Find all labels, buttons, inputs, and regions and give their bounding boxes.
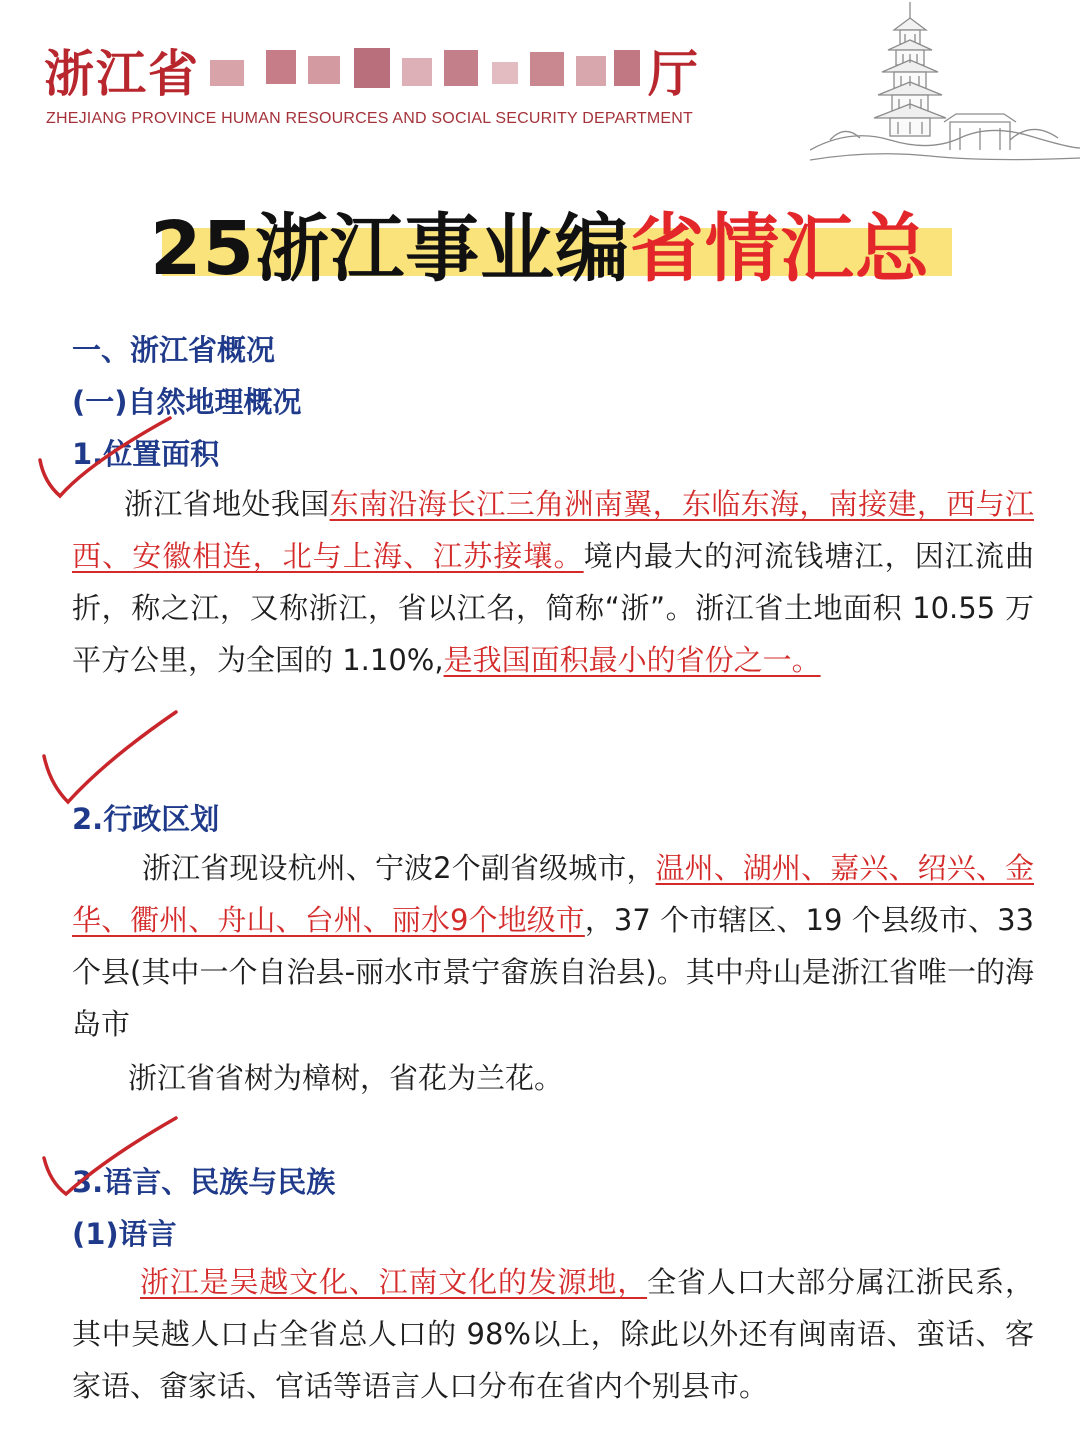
- page-title-part2: 省情汇总: [629, 206, 930, 292]
- paragraph-text: ，37 个市辖区、19 个县级市、33 个县(其中一个自治县-丽水市景宁畲族自治县)。其中舟山是浙江省唯一的海岛市: [72, 903, 1034, 1041]
- paragraph-text: 浙江省地处我国: [124, 487, 330, 521]
- page-header: [0, 0, 1080, 170]
- item-heading-location-area: 1.位置面积: [72, 437, 220, 471]
- department-name-suffix: 厅: [648, 44, 700, 103]
- paragraph-text: 境内最大的河流钱塘江，因江流曲折，称之江，又称浙江，省以江名，简称“浙”。浙江省土地面积 10.55 万平方公里，为全国的 1.10%,: [72, 539, 1034, 677]
- department-name-prefix: 浙江省: [44, 44, 200, 103]
- paragraph-language: [72, 1256, 1034, 1412]
- redacted-mosaic: [204, 42, 644, 98]
- department-name: [44, 38, 700, 102]
- item-heading-language-ethnicity: 3.语言、民族与民族: [72, 1165, 336, 1199]
- paragraph-text: 浙江省省树为樟树，省花为兰花。: [128, 1061, 564, 1095]
- paragraph-text: 浙江省现设杭州、宁波2个副省级城市，: [142, 851, 656, 885]
- check-mark-icon: [36, 708, 186, 808]
- subitem-heading-language: (1)语言: [72, 1217, 177, 1251]
- paragraph-location-area: [72, 478, 1034, 686]
- highlighted-text: 浙江是吴越文化、江南文化的发源地，: [140, 1265, 648, 1299]
- department-name-english: ZHEJIANG PROVINCE HUMAN RESOURCES AND SOCIAL SECURITY DEPARTMENT: [46, 110, 693, 127]
- paragraph-administrative-division: [72, 842, 1034, 1050]
- highlighted-text: 温州、湖州、嘉兴、绍兴、金华、衢州、舟山、台州、丽水9个地级市: [72, 851, 1034, 937]
- paragraph-text: 全省人口大部分属江浙民系，其中吴越人口占全省总人口的 98%以上，除此以外还有闽南语、蛮话、客家语、畲家话、官话等语言人口分布在省内个别县市。: [72, 1265, 1034, 1403]
- page-title: [0, 190, 1080, 296]
- paragraph-provincial-symbols: [72, 1052, 1034, 1104]
- highlighted-text: 东南沿海长江三角洲南翼，东临东海，南接建，西与江西、安徽相连，北与上海、江苏接壤。: [72, 487, 1034, 573]
- section-heading-1: 一、浙江省概况: [72, 333, 276, 367]
- subsection-heading-natural-geography: (一)自然地理概况: [72, 385, 302, 419]
- title-block: [0, 180, 1080, 290]
- item-heading-administrative-division: 2.行政区划: [72, 802, 220, 836]
- page-title-part1: 25浙江事业编: [150, 206, 630, 292]
- highlighted-text: 是我国面积最小的省份之一。: [443, 643, 821, 677]
- pagoda-illustration: [810, 0, 1080, 170]
